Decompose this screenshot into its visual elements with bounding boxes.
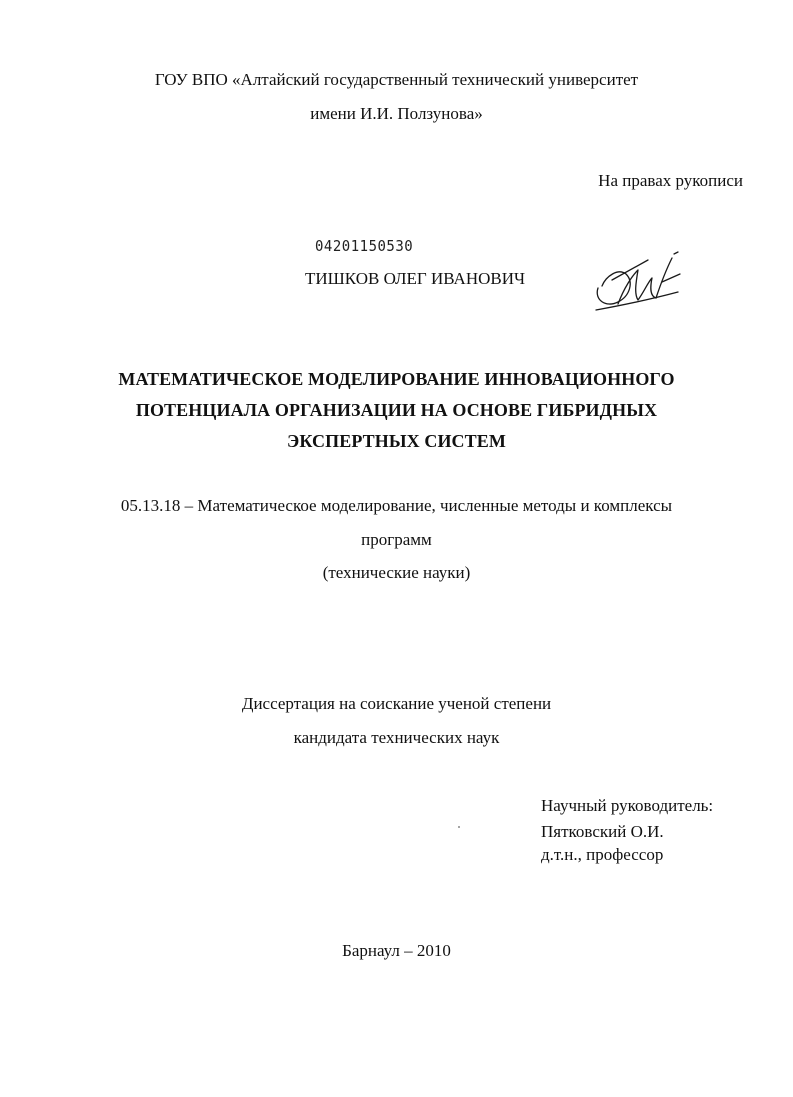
- signature-image: [588, 248, 688, 320]
- stamp-number: 04201150530: [315, 238, 414, 256]
- title-line-2: ПОТЕНЦИАЛА ОРГАНИЗАЦИИ НА ОСНОВЕ ГИБРИДНЫХ: [135, 400, 658, 420]
- title-line-1: МАТЕМАТИЧЕСКОЕ МОДЕЛИРОВАНИЕ ИННОВАЦИОННОГО: [118, 369, 675, 389]
- degree-line-2: кандидата технических наук: [293, 728, 500, 747]
- supervisor-title: д.т.н., профессор: [541, 845, 664, 864]
- scan-speck: [458, 826, 460, 828]
- specialty-line-1: 05.13.18 – Математическое моделирование, численные методы и комплексы: [120, 496, 673, 515]
- supervisor-name: Пятковский О.И.: [541, 822, 664, 841]
- place-year: Барнаул – 2010: [342, 941, 451, 960]
- degree-line-1: Диссертация на соискание ученой степени: [241, 694, 552, 713]
- supervisor-label: Научный руководитель:: [541, 796, 714, 815]
- manuscript-note: На правах рукописи: [598, 171, 743, 190]
- university-line-1: ГОУ ВПО «Алтайский государственный технический университет: [154, 70, 639, 89]
- specialty-field: (технические науки): [322, 563, 471, 582]
- author-name: ТИШКОВ ОЛЕГ ИВАНОВИЧ: [305, 269, 526, 288]
- title-line-3: ЭКСПЕРТНЫХ СИСТЕМ: [287, 431, 506, 451]
- university-line-2: имени И.И. Ползунова»: [310, 104, 483, 123]
- specialty-line-2: программ: [361, 530, 432, 549]
